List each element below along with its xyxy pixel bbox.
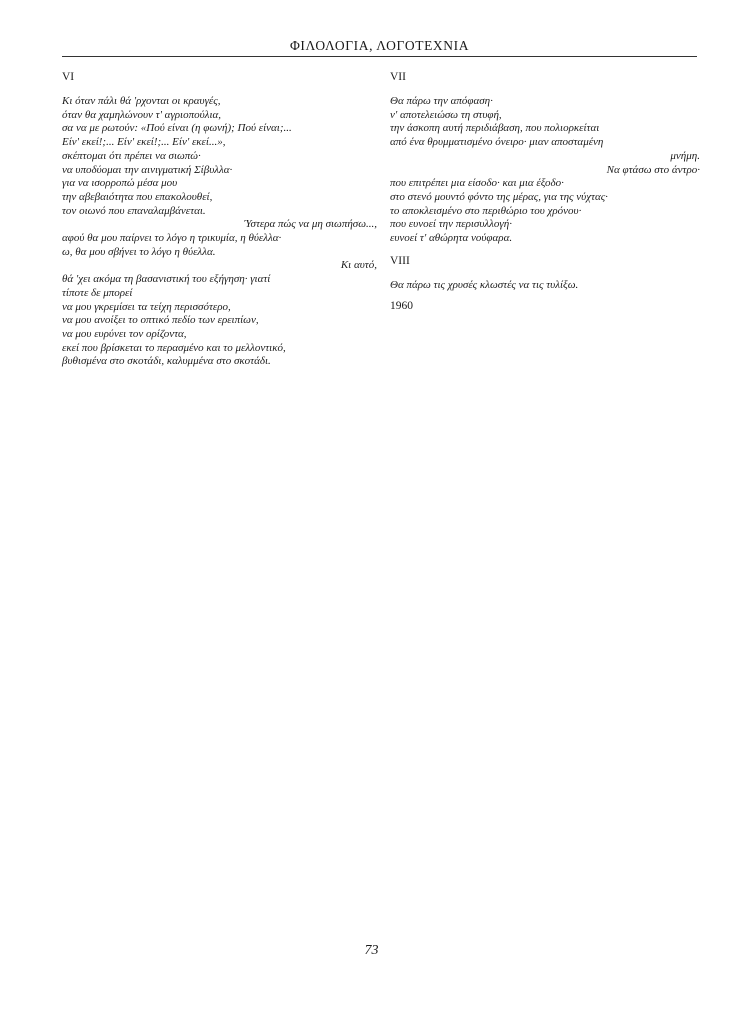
poem-line: να υποδύομαι την αινιγματική Σίβυλλα· <box>62 163 233 176</box>
poem-line: μνήμη. <box>670 149 700 162</box>
poem-line: που ευνοεί την περισυλλογή· <box>390 218 512 231</box>
poem-line: τίποτε δε μπορεί <box>62 286 133 299</box>
section-number-viii: VIII <box>390 254 410 267</box>
poem-line: ω, θα μου σβήνει το λόγο η θύελλα. <box>62 245 216 258</box>
poem-line: Θα πάρω τις χρυσές κλωστές να τις τυλίξω. <box>390 278 579 291</box>
poem-line: που επιτρέπει μια είσοδο· και μια έξοδο· <box>390 177 564 190</box>
poem-line: αφού θα μου παίρνει το λόγο η τρικυμία, η θύελλα· <box>62 232 282 245</box>
poem-line: σκέπτομαι ότι πρέπει να σιωπώ· <box>62 149 201 162</box>
poem-line: Να φτάσω στο άντρο· <box>606 163 700 176</box>
right-column <box>390 70 700 312</box>
poem-line: ευνοεί τ' αθώρητα νούφαρα. <box>390 232 513 245</box>
poem-section-vii <box>390 95 700 246</box>
running-header: ΦΙΛΟΛΟΓΙΑ, ΛΟΓΟΤΕΧΝΙΑ <box>289 38 470 53</box>
poem-line: να μου ανοίξει το οπτικό πεδίο των ερειπίων, <box>62 314 259 327</box>
poem-line: για να ισορροπώ μέσα μου <box>62 177 178 190</box>
poem-line: τον οιωνό που επαναλαμβάνεται. <box>62 204 206 217</box>
poem-line: στο στενό μουντό φόντο της μέρας, για της νύχτας· <box>390 190 608 203</box>
poem-line: να μου γκρεμίσει τα τείχη περισσότερο, <box>62 300 231 313</box>
poem-line: Θα πάρω την απόφαση· <box>390 95 493 107</box>
poem-line: να μου ευρύνει τον ορίζοντα, <box>62 327 187 340</box>
poem-line: από ένα θρυμματισμένο όνειρο· μιαν αποσταμένη <box>390 136 604 149</box>
section-number-vi: VI <box>62 71 75 83</box>
poem-line: βυθισμένα στο σκοτάδι, καλυμμένα στο σκοτάδι. <box>62 355 271 368</box>
section-gap <box>390 246 700 254</box>
poem-line: το αποκλεισμένο στο περιθώριο του χρόνου· <box>390 204 582 217</box>
poem-line: την άσκοπη αυτή περιδιάβαση, που πολιορκείται <box>390 122 600 135</box>
poem-line: την αβεβαιότητα που επακολουθεί, <box>62 190 213 203</box>
poem-line: εκεί που βρίσκεται το περασμένο και το μελλοντικό, <box>62 341 286 354</box>
poem-section-viii <box>390 279 700 293</box>
poem-date: 1960 <box>390 300 413 313</box>
poem-line: Κι όταν πάλι θά 'ρχονται οι κραυγές, <box>62 95 221 107</box>
page-number: 73 <box>364 943 379 958</box>
poem-line: θά 'χει ακόμα τη βασανιστική του εξήγηση· γιατί <box>62 273 271 286</box>
poem-section-vi <box>62 95 377 369</box>
poem-line: σα να με ρωτούν: «Πού είναι (η φωνή); Πού είναι;... <box>62 122 292 135</box>
poem-line: όταν θα χαμηλώνουν τ' αγριοπούλια, <box>62 108 222 121</box>
section-number-vii: VII <box>390 71 406 83</box>
header-rule <box>62 56 697 57</box>
poem-line: ν' αποτελειώσω τη στυφή, <box>390 108 502 121</box>
left-column <box>62 70 377 369</box>
poem-line: Είν' εκεί!;... Είν' εκεί!;... Είν' εκεί...», <box>62 136 226 149</box>
poem-line: Ύστερα πώς να μη σιωπήσω..., <box>244 218 377 231</box>
poem-line: Κι αυτό, <box>340 259 377 272</box>
